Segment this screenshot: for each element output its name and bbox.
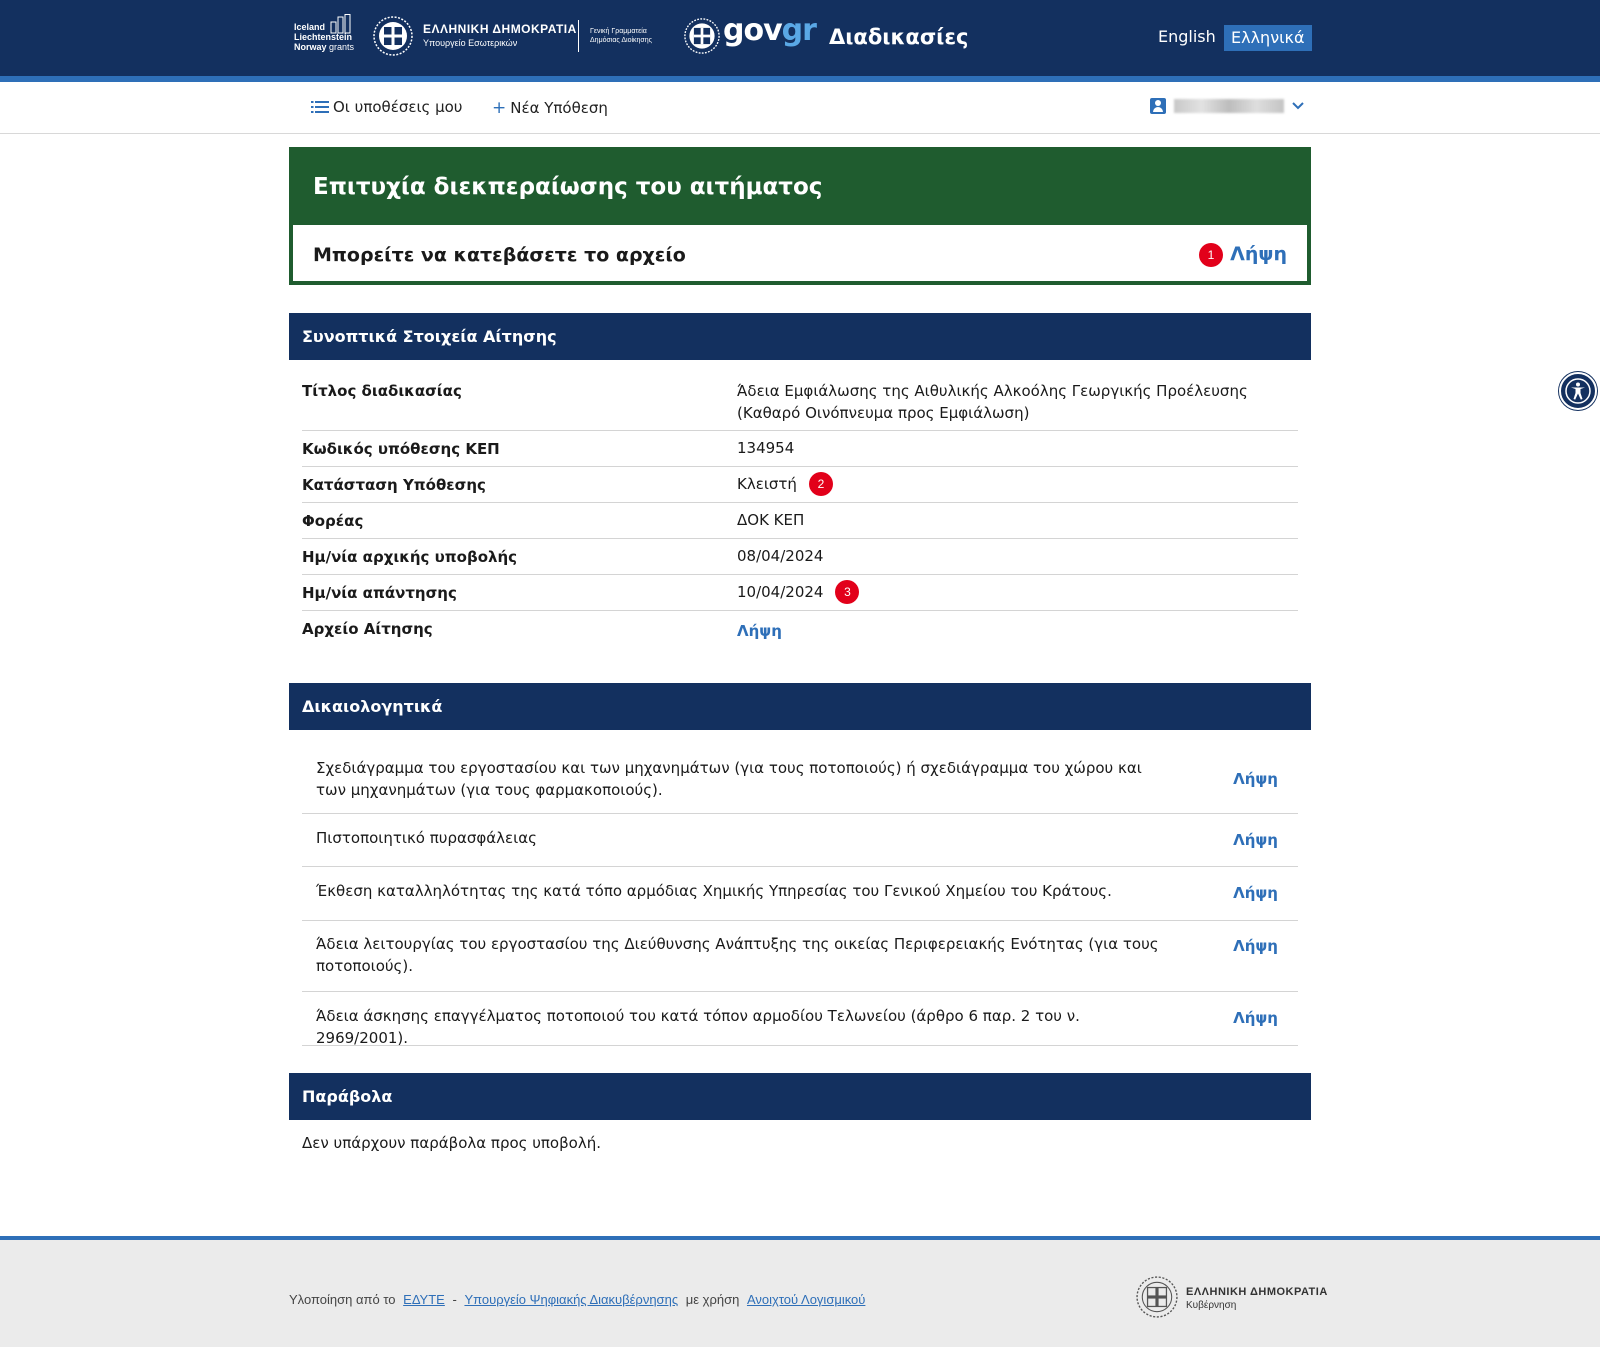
govgr-seal-icon	[684, 18, 720, 54]
document-text: Άδεια άσκησης επαγγέλματος ποτοποιού του κατά τόπον αρμοδίου Τελωνείου (άρθρο 6 παρ. 2 του ν. 2969/2001).	[316, 1007, 1080, 1047]
document-download-link[interactable]: Λήψη	[1233, 884, 1278, 902]
footer-seal-icon	[1136, 1276, 1178, 1318]
summary-label: Κωδικός υπόθεσης ΚΕΠ	[302, 440, 500, 458]
document-text: Πιστοποιητικό πυρασφάλειας	[316, 829, 537, 847]
footer-credits: Υλοποίηση από το ΕΔΥΤΕ - Υπουργείο Ψηφιακής Διακυβέρνησης με χρήση Ανοιχτού Λογισμικού	[289, 1292, 866, 1307]
summary-value: 08/04/2024	[737, 547, 824, 565]
response-date-value: 10/04/2024	[737, 583, 824, 601]
open-source-link[interactable]: Ανοιχτού Λογισμικού	[746, 1292, 866, 1307]
summary-row-response-date	[302, 575, 1298, 611]
summary-value: 134954	[737, 439, 795, 457]
case-status-value: Κλειστή	[737, 475, 797, 493]
secretariat-label: Γενική Γραμματεία Δημόσιας Διοίκησης	[590, 28, 653, 44]
success-title: Επιτυχία διεκπεραίωσης του αιτήματος	[313, 174, 823, 200]
summary-row-agency	[302, 503, 1298, 539]
document-download-link[interactable]: Λήψη	[1233, 937, 1278, 955]
grants-mark-icon	[330, 14, 354, 34]
accessibility-icon	[1561, 374, 1595, 408]
no-fees-message: Δεν υπάρχουν παράβολα προς υποβολή.	[302, 1134, 602, 1152]
summary-section-header: Συνοπτικά Στοιχεία Αίτησης	[289, 313, 1311, 360]
summary-value: Άδεια Εμφιάλωσης της Αιθυλικής Αλκοόλης Γεωργικής Προέλευσης (Καθαρό Οινόπνευμα προς Εμφιάλωση)	[737, 382, 1248, 422]
annotation-badge-2: 2	[809, 472, 833, 496]
fees-section-header: Παράβολα	[289, 1073, 1311, 1120]
summary-row-case-status	[302, 467, 1298, 503]
success-header	[293, 151, 1307, 225]
document-item	[302, 746, 1298, 814]
summary-label: Τίτλος διαδικασίας	[302, 382, 462, 400]
documents-section-header: Δικαιολογητικά	[289, 683, 1311, 730]
document-item	[302, 814, 1298, 867]
user-menu[interactable]	[1150, 98, 1304, 114]
footer-republic-logo: ΕΛΛΗΝΙΚΗ ΔΗΜΟΚΡΑΤΙΑ Κυβέρνηση	[1186, 1286, 1328, 1311]
summary-row-application-file	[302, 611, 1298, 647]
plus-icon: +	[492, 98, 507, 118]
my-cases-label: Οι υποθέσεις μου	[333, 98, 463, 116]
document-item	[302, 992, 1298, 1046]
top-header	[0, 0, 1600, 76]
summary-value: ΔΟΚ ΚΕΠ	[737, 511, 805, 529]
summary-label: Αρχείο Αίτησης	[302, 620, 433, 638]
chevron-down-icon	[1292, 102, 1304, 110]
document-item	[302, 921, 1298, 992]
header-divider	[578, 20, 579, 52]
republic-ministry-logo: ΕΛΛΗΝΙΚΗ ΔΗΜΟΚΡΑΤΙΑ Υπουργείο Εσωτερικών	[423, 22, 577, 48]
documents-list	[302, 746, 1298, 1046]
site-title[interactable]: Διαδικασίες	[829, 25, 969, 49]
summary-label: Ημ/νία αρχικής υποβολής	[302, 548, 518, 566]
greek-seal-icon	[373, 16, 413, 56]
my-cases-link[interactable]	[311, 98, 463, 116]
user-name-blurred	[1174, 99, 1284, 113]
new-case-link[interactable]	[492, 98, 608, 118]
lang-greek-button[interactable]: Ελληνικά	[1224, 25, 1312, 51]
summary-table	[302, 370, 1298, 647]
summary-label: Ημ/νία απάντησης	[302, 584, 457, 602]
document-text: Έκθεση καταλληλότητας της κατά τόπο αρμόδιας Χημικής Υπηρεσίας του Γενικού Χημείου του Κράτους.	[316, 882, 1112, 900]
edyte-link[interactable]: ΕΔΥΤΕ	[403, 1292, 445, 1307]
list-icon	[311, 100, 329, 114]
summary-label: Κατάσταση Υπόθεσης	[302, 476, 486, 494]
document-item	[302, 867, 1298, 921]
user-icon	[1150, 98, 1166, 114]
accessibility-button[interactable]	[1559, 372, 1597, 410]
annotation-badge-3: 3	[835, 580, 859, 604]
summary-label: Φορέας	[302, 512, 364, 530]
ministry-digital-link[interactable]: Υπουργείο Ψηφιακής Διακυβέρνησης	[464, 1292, 679, 1307]
lang-english-button[interactable]: English	[1158, 27, 1216, 46]
success-panel	[289, 147, 1311, 285]
document-download-link[interactable]: Λήψη	[1233, 770, 1278, 788]
application-file-download-link[interactable]: Λήψη	[737, 622, 782, 640]
footer	[0, 1236, 1600, 1347]
govgr-logo[interactable]: govgr	[723, 13, 816, 48]
summary-row-procedure-title	[302, 370, 1298, 431]
summary-row-case-code	[302, 431, 1298, 467]
download-result-link[interactable]: Λήψη	[1230, 243, 1287, 265]
new-case-label: Νέα Υπόθεση	[510, 99, 608, 117]
document-download-link[interactable]: Λήψη	[1233, 831, 1278, 849]
summary-row-submission-date	[302, 539, 1298, 575]
document-text: Άδεια λειτουργίας του εργοστασίου της Διεύθυνσης Ανάπτυξης της οικείας Περιφερειακής Ενότητας (για τους ποτοποιούς).	[316, 935, 1159, 975]
download-message: Μπορείτε να κατεβάσετε το αρχείο	[313, 244, 686, 266]
sub-navigation	[0, 82, 1600, 134]
document-download-link[interactable]: Λήψη	[1233, 1009, 1278, 1027]
eea-grants-logo: Iceland Liechtenstein Norway grants	[294, 22, 355, 52]
annotation-badge-1: 1	[1199, 243, 1223, 267]
document-text: Σχεδιάγραμμα του εργοστασίου και των μηχανημάτων (για τους ποτοποιούς) ή σχεδιάγραμμα του χώρου και των μηχανημάτων (για τους φαρμακοποιούς).	[316, 759, 1142, 799]
